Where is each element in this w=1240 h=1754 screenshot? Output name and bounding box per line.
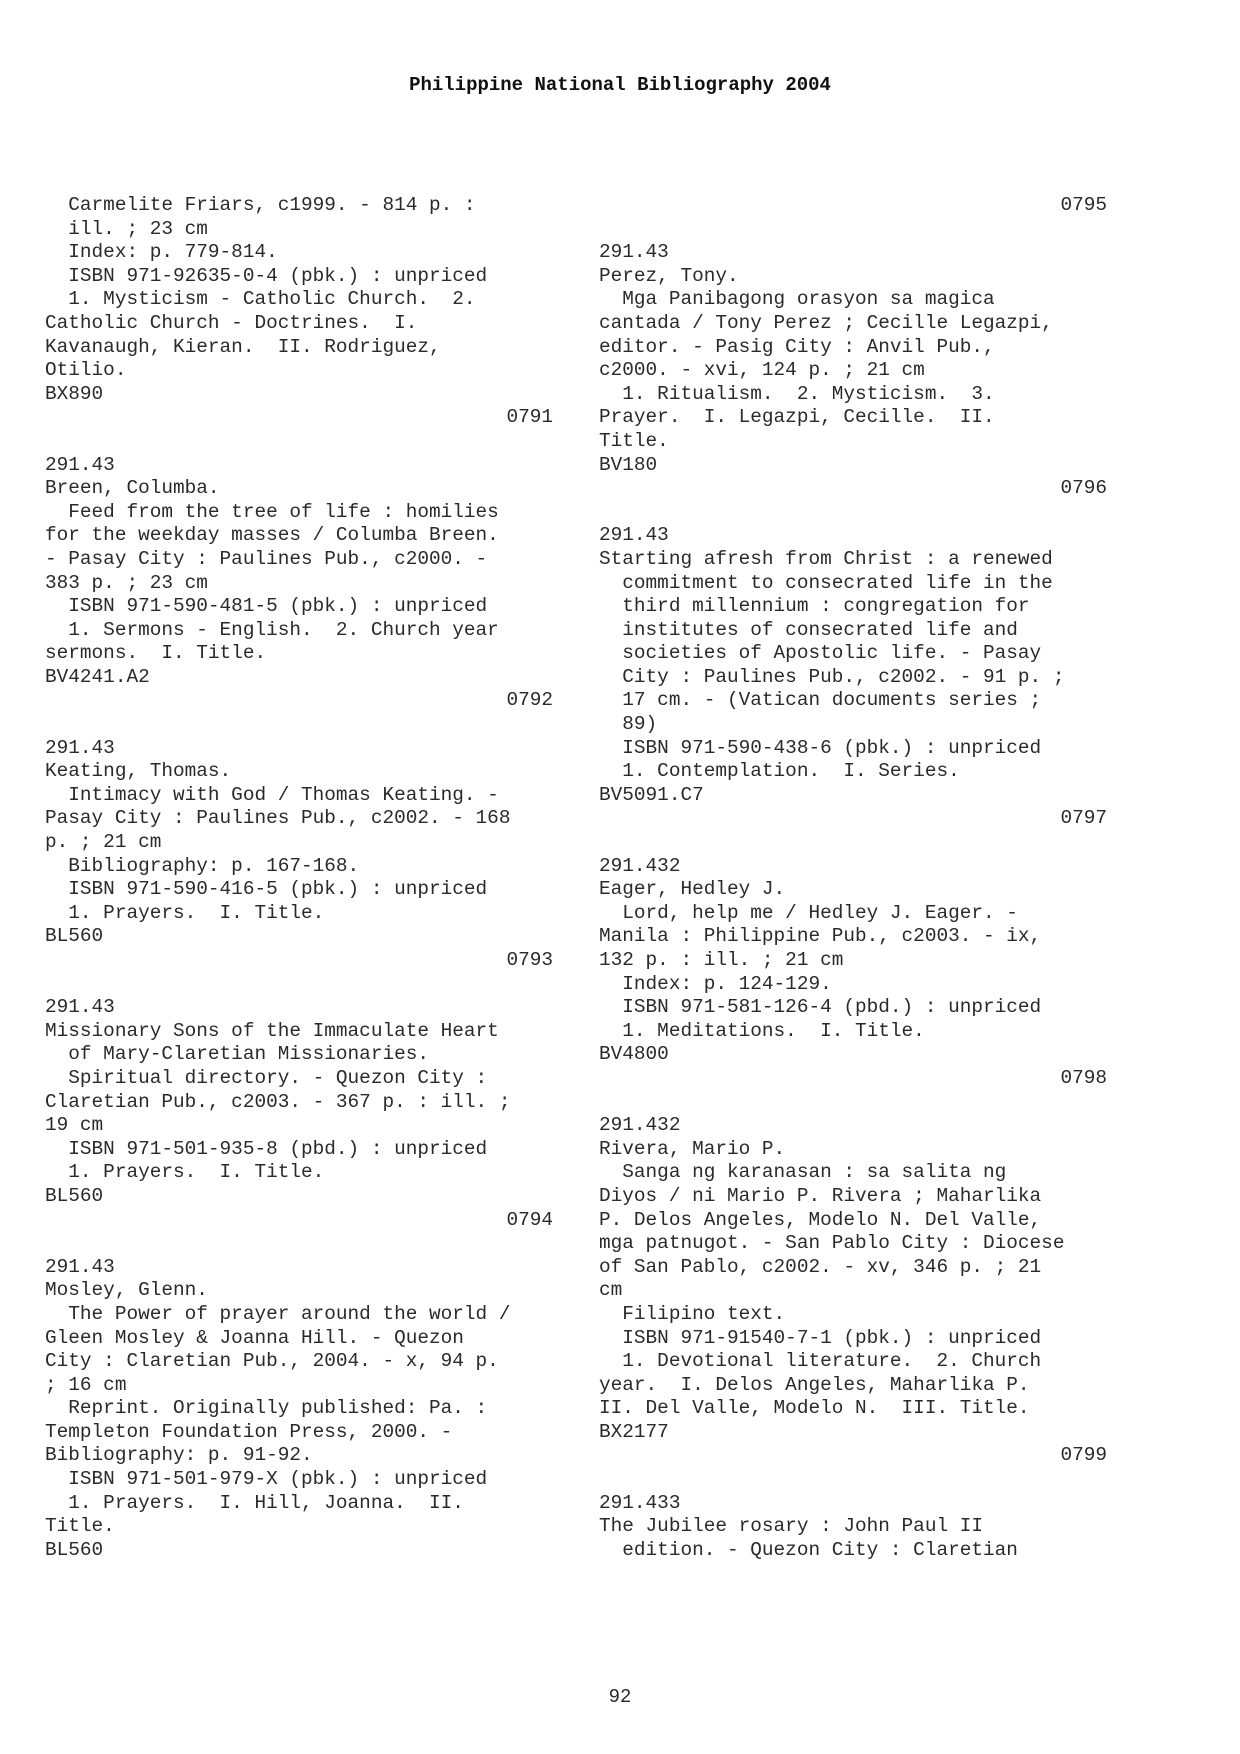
entry-line: p. ; 21 cm (45, 831, 162, 854)
entry-line: Index: p. 779-814. (45, 241, 278, 264)
entry-line: BV4800 (599, 1043, 669, 1066)
entry-line: Spiritual directory. - Quezon City : (45, 1066, 488, 1089)
entry-line: ill. ; 23 cm (45, 217, 208, 240)
entry-number: 0796 (1060, 477, 1107, 500)
entry-line: Mga Panibagong orasyon sa magica (599, 288, 995, 311)
entry-line: of San Pablo, c2002. - xv, 346 p. ; 21 (599, 1255, 1042, 1278)
entry-line: City : Paulines Pub., c2002. - 91 p. ; (599, 665, 1065, 688)
left-column (45, 194, 565, 1562)
entry-line: Claretian Pub., c2003. - 367 p. : ill. ; (45, 1090, 511, 1113)
entry-line: 291.43 (45, 996, 115, 1019)
entry-line: City : Claretian Pub., 2004. - x, 94 p. (45, 1350, 499, 1373)
entry-line: BV180 (599, 453, 658, 476)
entry-line: 383 p. ; 23 cm (45, 571, 208, 594)
entry-line (45, 1232, 565, 1256)
entry-line: cm (599, 1279, 623, 1302)
entry-line: 89) (599, 713, 658, 736)
entry-line: editor. - Pasig City : Anvil Pub., (599, 335, 995, 358)
entry-line: - Pasay City : Paulines Pub., c2000. - (45, 547, 488, 570)
entry-number: 0799 (1060, 1444, 1107, 1467)
entry-line: BX890 (45, 382, 104, 405)
entry-line: Reprint. Originally published: Pa. : (45, 1397, 488, 1420)
entry-line (45, 973, 565, 997)
entry-line (599, 1091, 1119, 1115)
entry-line: Feed from the tree of life : homilies (45, 500, 499, 523)
entry-line: Rivera, Mario P. (599, 1137, 786, 1160)
entry-line: 1. Prayers. I. Title. (45, 901, 325, 924)
entry-line: Intimacy with God / Thomas Keating. - (45, 783, 499, 806)
entry-line: 291.43 (599, 241, 669, 264)
entry-line (599, 218, 1119, 242)
page-number: 92 (608, 1686, 632, 1708)
entry-line: ISBN 971-92635-0-4 (pbk.) : unpriced (45, 264, 488, 287)
entry-line: Pasay City : Paulines Pub., c2002. - 168 (45, 807, 511, 830)
entry-number: 0795 (1060, 194, 1107, 216)
entry-line: ISBN 971-91540-7-1 (pbk.) : unpriced (599, 1326, 1042, 1349)
entry-line: Bibliography: p. 167-168. (45, 854, 360, 877)
entry-line: ISBN 971-501-979-X (pbk.) : unpriced (45, 1468, 488, 1491)
entry-line: Carmelite Friars, c1999. - 814 p. : (45, 194, 476, 216)
entry-line: Starting afresh from Christ : a renewed (599, 547, 1053, 570)
entry-line: 1. Devotional literature. 2. Church (599, 1350, 1042, 1373)
entry-line: 17 cm. - (Vatican documents series ; (599, 689, 1042, 712)
entry-line: 132 p. : ill. ; 21 cm (599, 949, 844, 971)
entry-line: Templeton Foundation Press, 2000. - (45, 1420, 453, 1443)
entry-line: 1. Prayers. I. Title. (45, 1161, 325, 1184)
entry-line: Sanga ng karanasan : sa salita ng (599, 1161, 1007, 1184)
entry-line: year. I. Delos Angeles, Maharlika P. (599, 1373, 1030, 1396)
entry-line: 291.433 (599, 1491, 681, 1514)
entry-line: 1. Meditations. I. Title. (599, 1019, 925, 1042)
entry-line: Catholic Church - Doctrines. I. (45, 311, 418, 334)
entry-line: Keating, Thomas. (45, 760, 232, 783)
entry-line (599, 831, 1119, 855)
entry-line: ISBN 971-581-126-4 (pbd.) : unpriced (599, 996, 1042, 1019)
entry-line: edition. - Quezon City : Claretian (599, 1538, 1018, 1561)
entry-line: 291.43 (45, 453, 115, 476)
entry-line (45, 713, 565, 737)
page-title: Philippine National Bibliography 2004 (409, 74, 831, 96)
entry-line: 1. Sermons - English. 2. Church year (45, 618, 499, 641)
entry-line: BL560 (45, 1538, 104, 1561)
entry-line: institutes of consecrated life and (599, 618, 1018, 641)
entry-number: 0791 (506, 406, 553, 429)
entry-line: Index: p. 124-129. (599, 972, 832, 995)
entry-number: 0792 (506, 689, 553, 712)
entry-line: Mosley, Glenn. (45, 1279, 208, 1302)
entry-line: 1. Contemplation. I. Series. (599, 760, 960, 783)
entry-line: 291.43 (45, 1255, 115, 1278)
entry-line: 291.432 (599, 854, 681, 877)
entry-line: Title. (599, 429, 669, 452)
entry-number: 0793 (506, 949, 553, 971)
entry-line: 1. Prayers. I. Hill, Joanna. II. (45, 1491, 464, 1514)
entry-line: ; 16 cm (45, 1373, 127, 1396)
entry-line: sermons. I. Title. (45, 642, 267, 665)
entry-line: 1. Ritualism. 2. Mysticism. 3. (599, 382, 995, 405)
entry-line (599, 1468, 1119, 1492)
entry-line: Missionary Sons of the Immaculate Heart (45, 1019, 499, 1042)
entry-number: 0794 (506, 1208, 553, 1231)
entry-line: P. Delos Angeles, Modelo N. Del Valle, (599, 1208, 1042, 1231)
entry-line: BL560 (45, 925, 104, 948)
right-column (599, 194, 1119, 1562)
entry-line: BV5091.C7 (599, 783, 704, 806)
entry-line: third millennium : congregation for (599, 595, 1030, 618)
entry-line: Filipino text. (599, 1302, 786, 1325)
entry-line: 291.43 (45, 736, 115, 759)
entry-line: commitment to consecrated life in the (599, 571, 1053, 594)
entry-line: Gleen Mosley & Joanna Hill. - Quezon (45, 1326, 464, 1349)
entry-line: 19 cm (45, 1114, 104, 1137)
entry-line: 1. Mysticism - Catholic Church. 2. (45, 288, 476, 311)
entry-line: BV4241.A2 (45, 665, 150, 688)
entry-line: ISBN 971-590-416-5 (pbk.) : unpriced (45, 878, 488, 901)
entry-line: mga patnugot. - San Pablo City : Diocese (599, 1232, 1065, 1255)
entry-line: The Power of prayer around the world / (45, 1302, 511, 1325)
entry-line: ISBN 971-590-481-5 (pbk.) : unpriced (45, 595, 488, 618)
entry-line: BX2177 (599, 1420, 669, 1443)
entry-line: Manila : Philippine Pub., c2003. - ix, (599, 925, 1042, 948)
entry-line: Kavanaugh, Kieran. II. Rodriguez, (45, 335, 441, 358)
entry-line: for the weekday masses / Columba Breen. (45, 524, 499, 547)
entry-line: Otilio. (45, 359, 127, 382)
entry-number: 0797 (1060, 807, 1107, 830)
entry-line: BL560 (45, 1184, 104, 1207)
entry-line (45, 430, 565, 454)
entry-line: Perez, Tony. (599, 264, 739, 287)
entry-line: societies of Apostolic life. - Pasay (599, 642, 1042, 665)
entry-line: 291.432 (599, 1114, 681, 1137)
entry-line: ISBN 971-501-935-8 (pbd.) : unpriced (45, 1137, 488, 1160)
entry-line: Bibliography: p. 91-92. (45, 1444, 313, 1467)
entry-line: The Jubilee rosary : John Paul II (599, 1515, 983, 1538)
entry-line: Lord, help me / Hedley J. Eager. - (599, 901, 1018, 924)
entry-line: ISBN 971-590-438-6 (pbk.) : unpriced (599, 736, 1042, 759)
entry-line: II. Del Valle, Modelo N. III. Title. (599, 1397, 1030, 1420)
entry-line: of Mary-Claretian Missionaries. (45, 1043, 429, 1066)
entry-number: 0798 (1060, 1066, 1107, 1089)
entry-line: c2000. - xvi, 124 p. ; 21 cm (599, 359, 925, 382)
entry-line: Eager, Hedley J. (599, 878, 786, 901)
entry-line: Breen, Columba. (45, 477, 220, 500)
entry-line: Title. (45, 1515, 115, 1538)
entry-line: Diyos / ni Mario P. Rivera ; Maharlika (599, 1184, 1042, 1207)
entry-line: 291.43 (599, 524, 669, 547)
entry-line (599, 501, 1119, 525)
entry-line: Prayer. I. Legazpi, Cecille. II. (599, 406, 995, 429)
entry-line: cantada / Tony Perez ; Cecille Legazpi, (599, 311, 1053, 334)
